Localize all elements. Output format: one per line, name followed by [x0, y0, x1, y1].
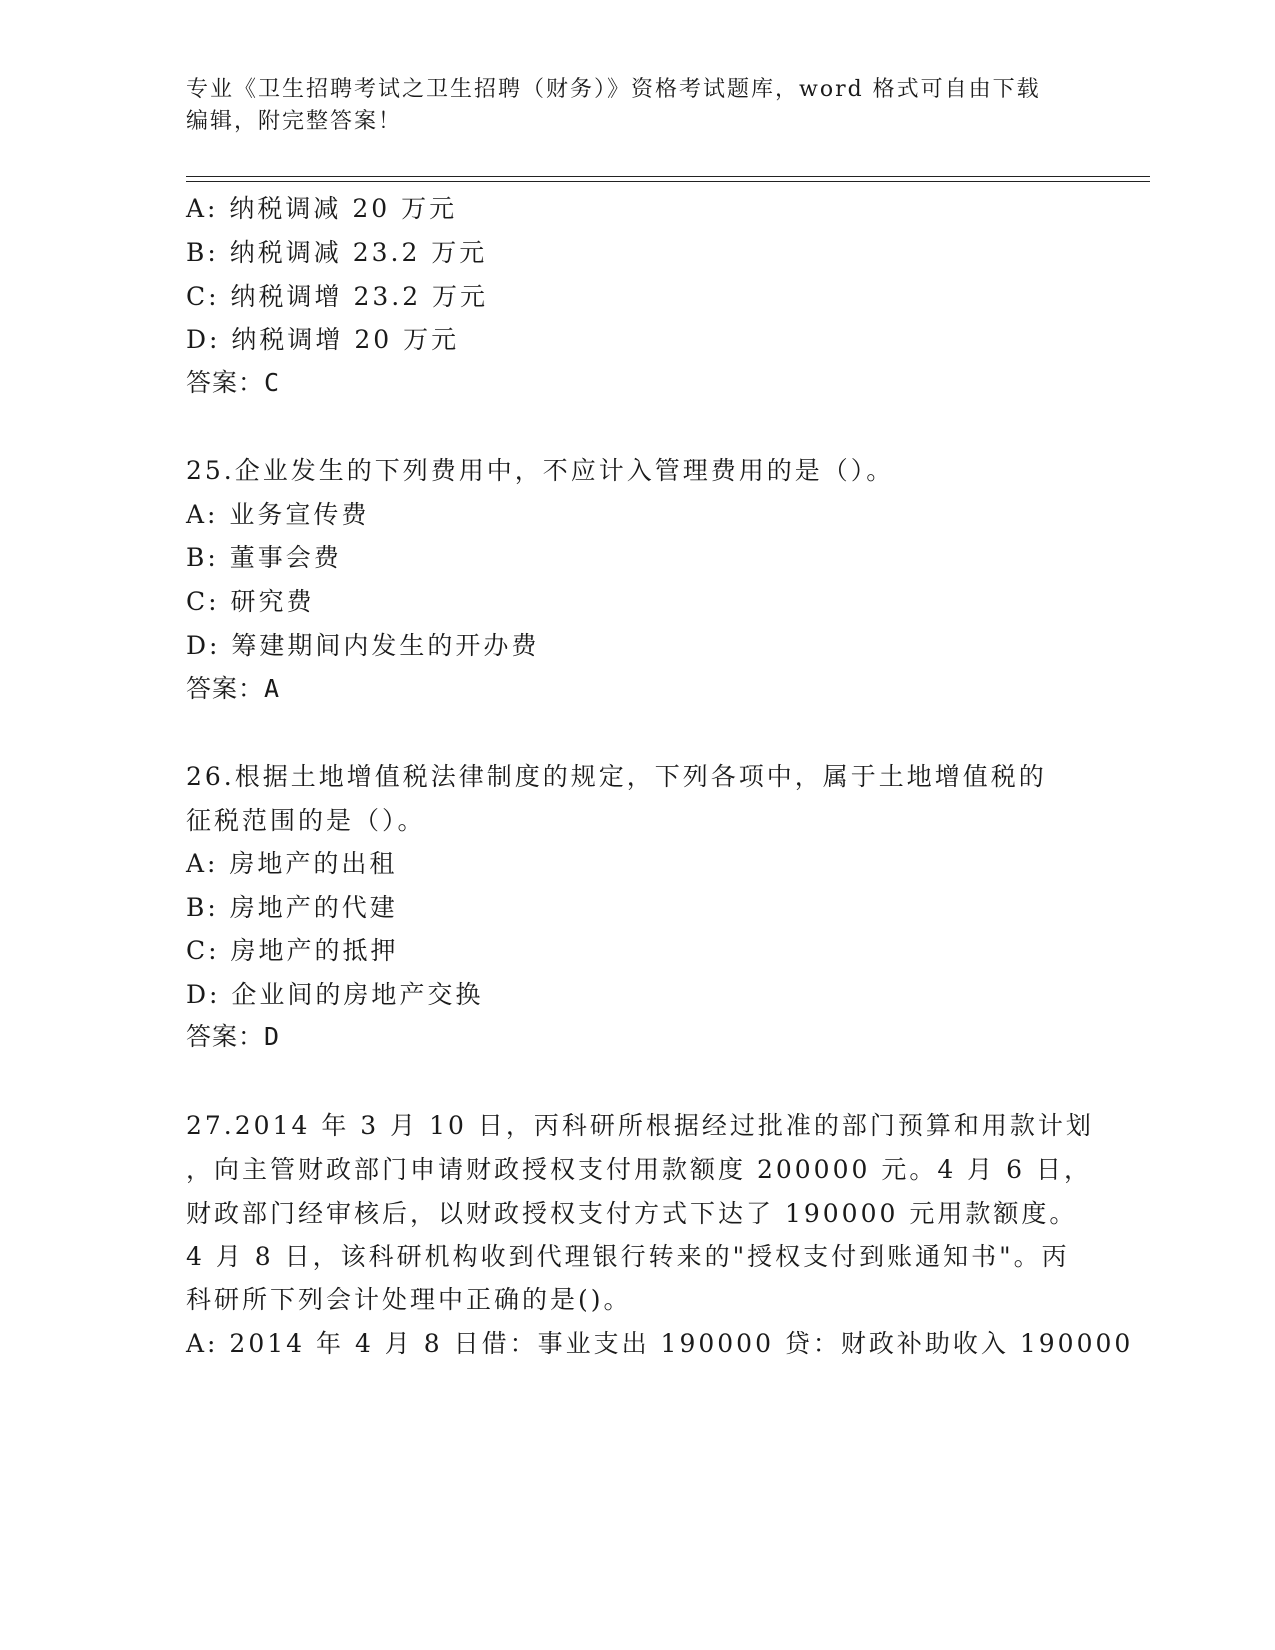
q25-answer	[186, 674, 280, 704]
q26-answer	[186, 1022, 280, 1052]
q24-answer	[186, 368, 280, 398]
q25-option-d: D: 筹建期间内发生的开办费	[186, 631, 540, 660]
q25-option-c: C: 研究费	[186, 587, 315, 616]
q26-option-d: D: 企业间的房地产交换	[186, 980, 484, 1009]
header-line-2: 编辑，附完整答案！	[186, 109, 403, 134]
q24-option-d: D: 纳税调增 20 万元	[186, 325, 460, 354]
q26-stem-line-1: 26.根据土地增值税法律制度的规定，下列各项中，属于土地增值税的	[186, 762, 1047, 791]
q25-stem: 25.企业发生的下列费用中，不应计入管理费用的是（）。	[186, 456, 895, 485]
header-divider-bottom	[186, 181, 1150, 182]
answer-value: C	[264, 368, 281, 397]
q24-option-b: B: 纳税调减 23.2 万元	[186, 238, 488, 267]
q24-option-c: C: 纳税调增 23.2 万元	[186, 282, 489, 311]
q27-option-a: A: 2014 年 4 月 8 日借：事业支出 190000 贷：财政补助收入 190000	[186, 1329, 1134, 1358]
q26-option-a: A: 房地产的出租	[186, 849, 398, 878]
q27-stem-line-1: 27.2014 年 3 月 10 日，丙科研所根据经过批准的部门预算和用款计划	[186, 1111, 1094, 1140]
document-header	[186, 74, 1086, 138]
header-line-1: 专业《卫生招聘考试之卫生招聘（财务）》资格考试题库，word 格式可自由下载	[186, 77, 1041, 102]
answer-label: 答案：	[186, 368, 265, 397]
q27-stem-line-2: ，向主管财政部门申请财政授权支付用款额度 200000 元。4 月 6 日，	[186, 1155, 1092, 1184]
q26-option-b: B: 房地产的代建	[186, 893, 398, 922]
q26-option-c: C: 房地产的抵押	[186, 936, 399, 965]
answer-label: 答案：	[186, 674, 265, 703]
q27-stem-line-3: 财政部门经审核后，以财政授权支付方式下达了 190000 元用款额度。	[186, 1199, 1078, 1228]
q27-stem-line-5: 科研所下列会计处理中正确的是()。	[186, 1285, 632, 1314]
answer-value: A	[264, 674, 281, 703]
answer-value: D	[264, 1022, 281, 1051]
header-divider-top	[186, 176, 1150, 177]
answer-label: 答案：	[186, 1022, 265, 1051]
q24-option-a: A: 纳税调减 20 万元	[186, 194, 458, 223]
q27-stem-line-4: 4 月 8 日，该科研机构收到代理银行转来的"授权支付到账通知书"。丙	[186, 1242, 1070, 1271]
q25-option-a: A: 业务宣传费	[186, 500, 370, 529]
q25-option-b: B: 董事会费	[186, 543, 342, 572]
q26-stem-line-2: 征税范围的是（）。	[186, 806, 426, 835]
